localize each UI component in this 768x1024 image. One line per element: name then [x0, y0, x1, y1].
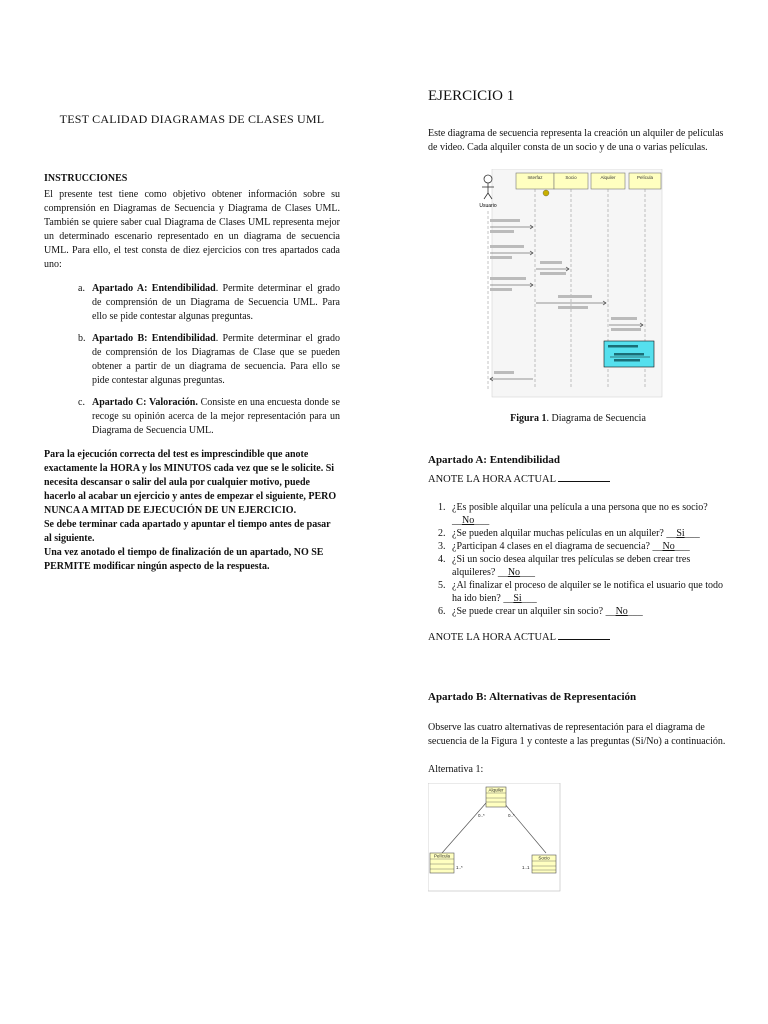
item-text: . Permite determinar el grado de comprensión de un Diagrama de Secuencia UML. Para ello se pide contestar algunas preguntas. — [92, 283, 340, 322]
actor-label: Usuario — [479, 203, 497, 209]
section-b-heading: Apartado B: Alternativas de Representación — [428, 691, 637, 703]
question-number: 4. — [438, 554, 446, 565]
figure-caption — [428, 413, 728, 424]
exercise-intro: Este diagrama de secuencia representa la creación un alquiler de películas de video. Cada alquiler consta de un socio y de una o varias películas. — [428, 128, 724, 153]
section-a-heading: Apartado A: Entendibilidad — [428, 454, 561, 466]
question-text: ¿Se puede crear un alquiler sin socio? — [452, 606, 606, 617]
list-item — [78, 282, 340, 324]
instructions-column — [44, 100, 340, 574]
lifeline-label: Alquiler — [600, 175, 616, 180]
event-marker-icon — [543, 190, 549, 196]
question-number: 1. — [438, 502, 446, 513]
time-blank[interactable] — [558, 472, 610, 482]
time-prompt-text: ANOTE LA HORA ACTUAL — [428, 474, 556, 485]
lifeline-label: Interfaz — [527, 175, 543, 180]
question-item: 2. ¿Se pueden alquilar muchas películas en un alquiler? __Si___ — [438, 528, 700, 539]
question-item: 6. ¿Se puede crear un alquiler sin socio? __No___ — [438, 606, 643, 617]
question-answer[interactable]: Si — [676, 528, 685, 539]
item-label: Apartado B: Entendibilidad — [92, 333, 216, 344]
lifeline-label: Película — [636, 175, 654, 180]
item-text: . Permite determinar el grado de comprensión de los Diagramas de Clase que se pueden obtener a partir de un diagrama de secuencia. Para ello se pide contestar algunas preguntas. — [92, 333, 340, 386]
question-text: ¿Se pueden alquilar muchas películas en un alquiler? — [452, 528, 667, 539]
question-text: ¿Participan 4 clases en el diagrama de secuencia? — [452, 541, 653, 552]
question-number: 5. — [438, 580, 446, 591]
question-text: ¿Si un socio desea alquilar tres películas se deben crear tres alquileres? — [452, 554, 691, 578]
rules-paragraph-2: Se debe terminar cada apartado y apuntar el tiempo antes de pasar al siguiente. — [44, 519, 331, 544]
figure-caption-text: . Diagrama de Secuencia — [546, 413, 646, 424]
item-label: Apartado C: Valoración. — [92, 397, 198, 408]
class-diagram — [428, 783, 568, 893]
class-label: Alquiler — [488, 787, 504, 793]
time-prompt-2 — [428, 630, 728, 643]
multiplicity-label: 0..* — [478, 813, 485, 818]
rules-paragraph-3: Una vez anotado el tiempo de finalización de un apartado, NO SE PERMITE modificar ningún aspecto de la respuesta. — [44, 547, 324, 572]
list-item — [78, 332, 340, 388]
time-prompt — [428, 472, 728, 485]
list-item — [78, 396, 340, 438]
page-title: TEST CALIDAD DIAGRAMAS DE CLASES UML — [59, 112, 325, 126]
question-text: ¿Al finalizar el proceso de alquiler se le notifica el usuario que todo ha ido bien? — [452, 580, 724, 604]
question-item: 5. ¿Al finalizar el proceso de alquiler se le notifica el usuario que todo ha ido bien? __Si___ — [438, 580, 724, 604]
instructions-heading: INSTRUCCIONES — [44, 173, 128, 184]
list-marker: c. — [78, 397, 85, 408]
lifeline-label: Socio — [565, 175, 577, 180]
section-b-text: Observe las cuatro alternativas de representación para el diagrama de secuencia de la Figura 1 y conteste a las preguntas (Si/No) a continuación. — [428, 722, 726, 747]
question-answer[interactable]: No — [615, 606, 628, 617]
rules-block — [44, 448, 340, 574]
list-marker: a. — [78, 283, 85, 294]
question-text: ¿Es posible alquilar una película a una persona que no es socio? — [452, 502, 708, 513]
rules-paragraph-1: Para la ejecución correcta del test es imprescindible que anote exactamente la HORA y los MINUTOS cada vez que se le solicite. Si necesita descansar o salir del aula por cualquier motivo, puede hacerlo al acabar un ejercicio y antes de empezar el siguiente, PERO NUNCA A MITAD DE EJECUCIÓN DE UN EJERCICIO. — [44, 449, 337, 516]
instructions-intro: El presente test tiene como objetivo obtener información sobre su comprensión en Diagramas de Secuencia y Diagrama de Clases UML. También se quiere saber cual Diagrama de Clases UML representa mejor un determinado escenario representado en un diagrama de secuencia UML. Para ello, el test consta de diez ejercicios con tres apartados cada uno: — [44, 189, 340, 270]
question-answer[interactable]: Si — [513, 593, 522, 604]
time-blank[interactable] — [558, 630, 610, 640]
item-text: Consiste en una encuesta donde se recoge su opinión acerca de la mejor representación para un Diagrama de Secuencia UML. — [92, 397, 340, 436]
question-answer[interactable]: No — [462, 515, 475, 526]
sections-list — [44, 282, 340, 438]
question-item: 3. ¿Participan 4 clases en el diagrama de secuencia? __No___ — [438, 541, 690, 552]
alternative-label: Alternativa 1: — [428, 764, 484, 775]
question-number: 3. — [438, 541, 446, 552]
time-prompt-text: ANOTE LA HORA ACTUAL — [428, 632, 556, 643]
question-number: 2. — [438, 528, 446, 539]
questions-list — [428, 501, 728, 618]
list-marker: b. — [78, 333, 86, 344]
exercise-column — [428, 88, 728, 893]
question-number: 6. — [438, 606, 446, 617]
multiplicity-label: 1..1 — [522, 865, 530, 870]
question-answer[interactable]: No — [507, 567, 521, 578]
multiplicity-label: 1..* — [456, 865, 463, 870]
class-label: Socio — [538, 855, 550, 861]
class-label: Película — [433, 853, 451, 859]
figure-caption-label: Figura 1 — [510, 413, 547, 424]
question-item: 4. ¿Si un socio desea alquilar tres películas se deben crear tres alquileres? __No___ — [438, 554, 691, 578]
item-label: Apartado A: Entendibilidad — [92, 283, 216, 294]
sequence-diagram — [428, 169, 728, 409]
question-answer[interactable]: No — [662, 541, 675, 552]
exercise-title: EJERCICIO 1 — [428, 88, 515, 104]
question-item: 1. ¿Es posible alquilar una película a una persona que no es socio? __No___ — [438, 502, 708, 526]
multiplicity-label: 0..* — [508, 813, 515, 818]
